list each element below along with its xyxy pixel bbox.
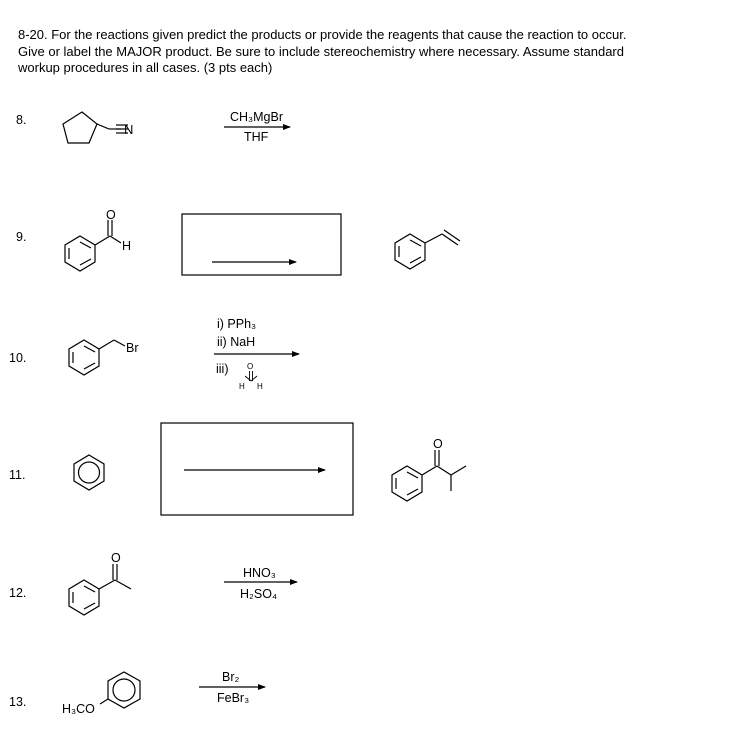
problem-9-number: 9. [16,230,27,244]
aromatic-circle [113,679,135,701]
formaldehyde-hydrogen-label: H [257,382,263,391]
methoxy-label: H₃CO [62,702,95,716]
problem-11-answer-box[interactable] [161,423,353,515]
instructions-line-2: Give or label the MAJOR product. Be sure to include stereochemistry where necessary. Assume standard [18,43,624,59]
ketone-oxygen-label: O [111,551,121,565]
problem-9-product [395,230,460,269]
problem-13-reactant [100,672,140,708]
problem-12-reagent-below: H₂SO₄ [240,587,278,601]
aldehyde-hydrogen-label: H [122,239,132,253]
formaldehyde-oxygen-label: O [247,362,254,371]
problem-13-reagent-below: FeBr₃ [217,691,250,705]
problem-10-reagent-1: i) PPh₃ [217,317,257,331]
problem-8-reagent-below: THF [244,130,269,144]
bromine-label: Br [126,341,139,355]
formaldehyde-hydrogen-label: H [239,382,245,391]
problem-11-product [392,450,466,501]
problem-11-number: 11. [9,468,26,482]
nitrile-nitrogen-label: N [124,122,134,137]
problem-12-reactant [69,564,131,615]
problem-9-reactant [65,220,121,271]
formaldehyde-drawing [245,371,257,381]
problem-13-number: 13. [9,695,27,709]
problem-10-number: 10. [9,351,27,365]
problem-8-reactant [63,112,128,143]
instructions-line-1: 8-20. For the reactions given predict the products or provide the reagents that cause the reaction to occur. [18,27,627,42]
ketone-oxygen-label: O [433,437,443,451]
problem-12-number: 12. [9,586,27,600]
instructions-line-3: workup procedures in all cases. (3 pts each) [18,60,273,75]
problem-9-answer-box[interactable] [182,214,341,275]
problem-10-reagent-2: ii) NaH [217,335,256,349]
aromatic-circle [79,462,100,483]
problem-10-reactant [69,340,125,375]
problem-11-reactant [74,455,104,490]
aldehyde-oxygen-label: O [106,208,116,222]
problem-12-reagent-above: HNO₃ [243,566,276,580]
cyclopentane-ring [63,112,97,143]
problem-10-reagent-3: iii) [216,362,229,376]
problem-13-reagent-above: Br₂ [222,670,240,684]
problem-8-reagent-above: CH₃MgBr [230,110,284,124]
problem-8-number: 8. [16,113,27,127]
